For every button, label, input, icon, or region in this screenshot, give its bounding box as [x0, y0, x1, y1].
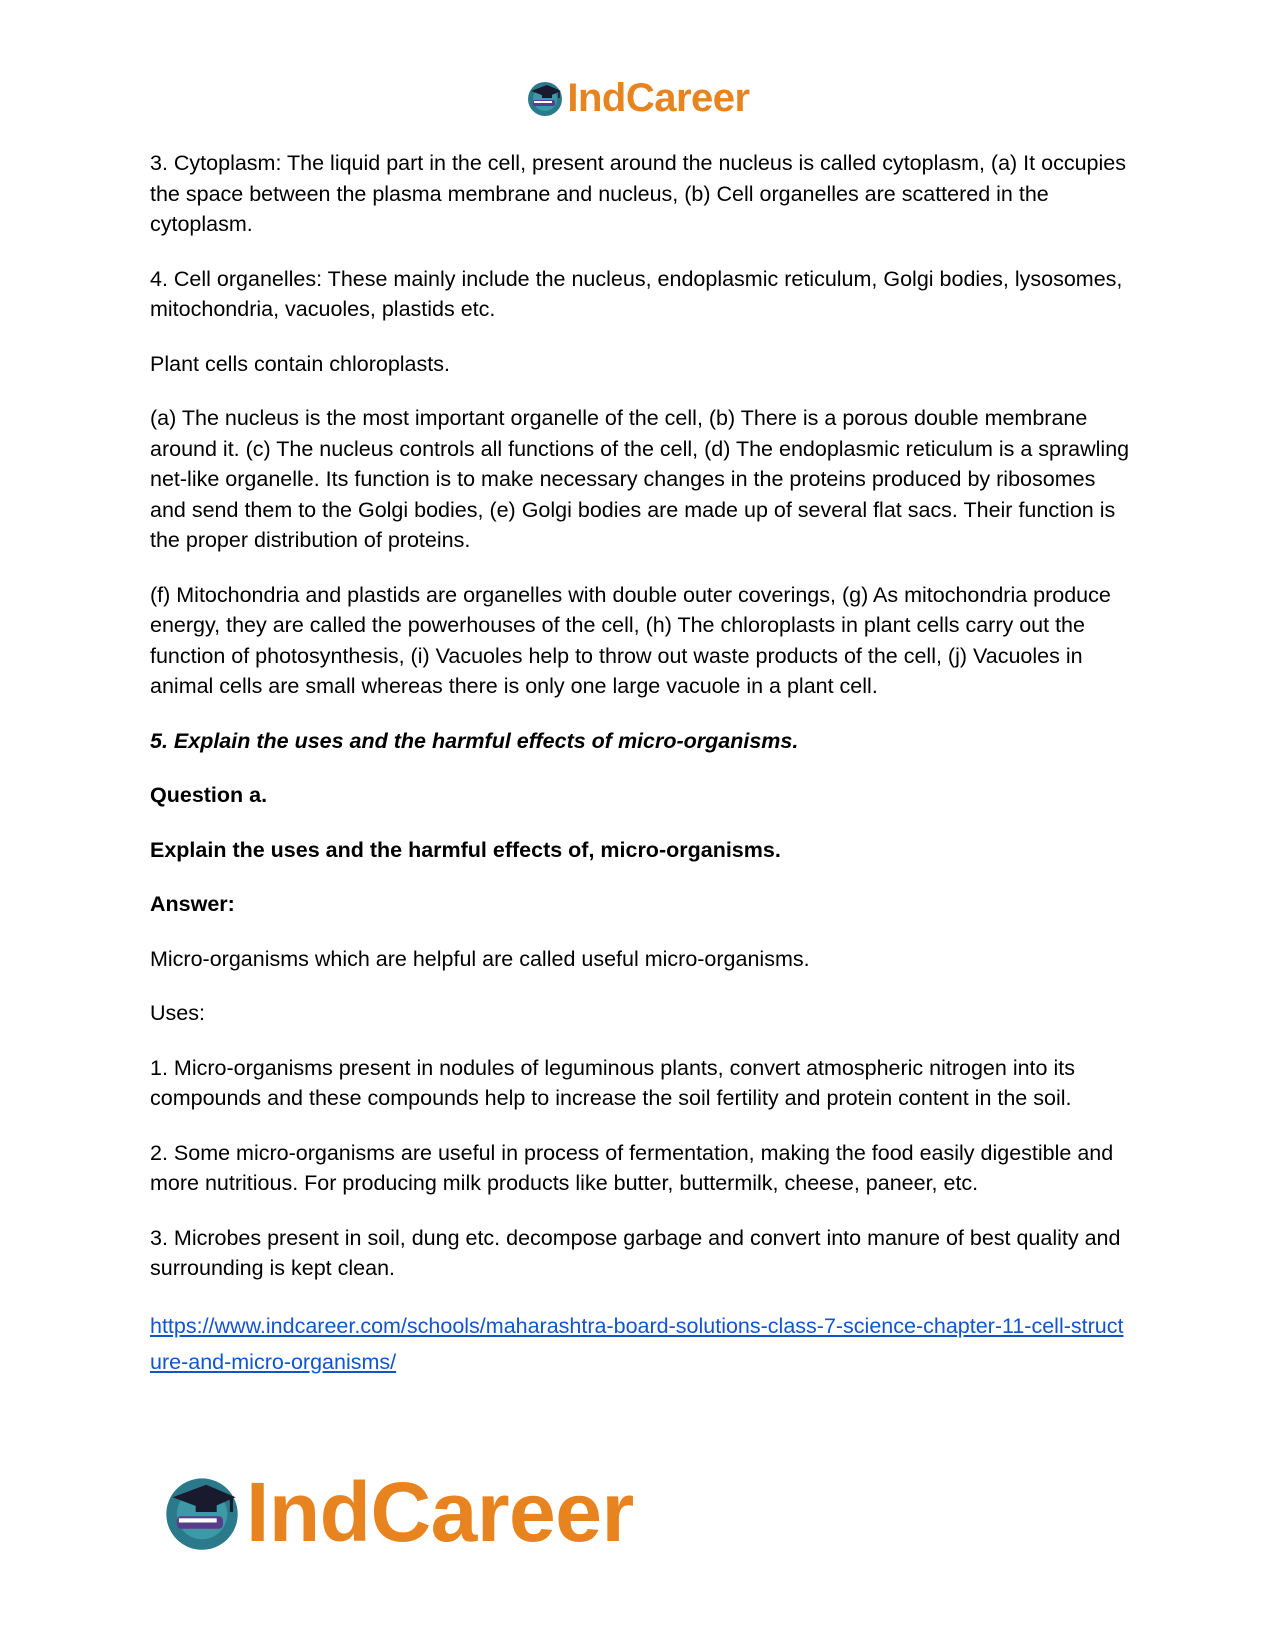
graduation-cap-book-icon: [525, 78, 565, 118]
answer-label: Answer:: [150, 892, 235, 916]
paragraph-useful-microorganisms: Micro-organisms which are helpful are called useful micro-organisms.: [150, 946, 810, 971]
graduation-cap-book-icon: [160, 1470, 244, 1554]
paragraph-use-3: 3. Microbes present in soil, dung etc. decompose garbage and convert into manure of best quality and surrounding is kept clean.: [150, 1225, 1121, 1280]
paragraph-nucleus: (a) The nucleus is the most important organelle of the cell, (b) There is a porous double membrane around it. (c) The nucleus controls all functions of the cell, (d) The endoplasmic reticulum is a sprawling net-like organelle. Its function is to make necessary changes in the proteins produced by ribosomes and send them to the Golgi bodies, (e) Golgi bodies are made up of several flat sacs. Their function is the proper distribution of proteins.: [150, 406, 1130, 552]
paragraph-mitochondria: (f) Mitochondria and plastids are organelles with double outer coverings, (g) As mitochondria produce energy, they are called the powerhouses of the cell, (h) The chloroplasts in plant cells carry out the function of photosynthesis, (i) Vacuoles help to throw out waste products of the cell, (j) Vacuoles in animal cells are small whereas there is only one large vacuole in a plant cell.: [150, 582, 1111, 698]
brand-wordmark: IndCareer: [246, 1465, 634, 1559]
question-heading: 5. Explain the uses and the harmful effects of micro-organisms.: [150, 728, 799, 753]
question-label: Question a.: [150, 783, 268, 807]
footer-logo: [160, 1465, 634, 1559]
paragraph-use-2: 2. Some micro-organisms are useful in process of fermentation, making the food easily digestible and more nutritious. For producing milk products like butter, buttermilk, cheese, paneer, etc.: [150, 1140, 1114, 1195]
question-text: Explain the uses and the harmful effects of, micro-organisms.: [150, 837, 781, 862]
paragraph-cell-organelles: 4. Cell organelles: These mainly include the nucleus, endoplasmic reticulum, Golgi bodies, lysosomes, mitochondria, vacuoles, plastids etc.: [150, 266, 1123, 321]
header-logo: [0, 78, 1275, 118]
brand-wordmark: IndCareer: [567, 76, 750, 120]
paragraph-plant-cells: Plant cells contain chloroplasts.: [150, 351, 450, 376]
paragraph-cytoplasm: 3. Cytoplasm: The liquid part in the cell, present around the nucleus is called cytoplasm, (a) It occupies the space between the plasma membrane and nucleus, (b) Cell organelles are scattered in the cytoplasm.: [150, 151, 1126, 236]
document-body: [150, 148, 1130, 1380]
paragraph-uses-label: Uses:: [150, 1001, 205, 1025]
source-link[interactable]: https://www.indcareer.com/schools/maharashtra-board-solutions-class-7-science-chapter-11-cell-structure-and-micro-organisms/: [150, 1313, 1124, 1374]
paragraph-use-1: 1. Micro-organisms present in nodules of leguminous plants, convert atmospheric nitrogen into its compounds and these compounds help to increase the soil fertility and protein content in the soil.: [150, 1055, 1075, 1110]
